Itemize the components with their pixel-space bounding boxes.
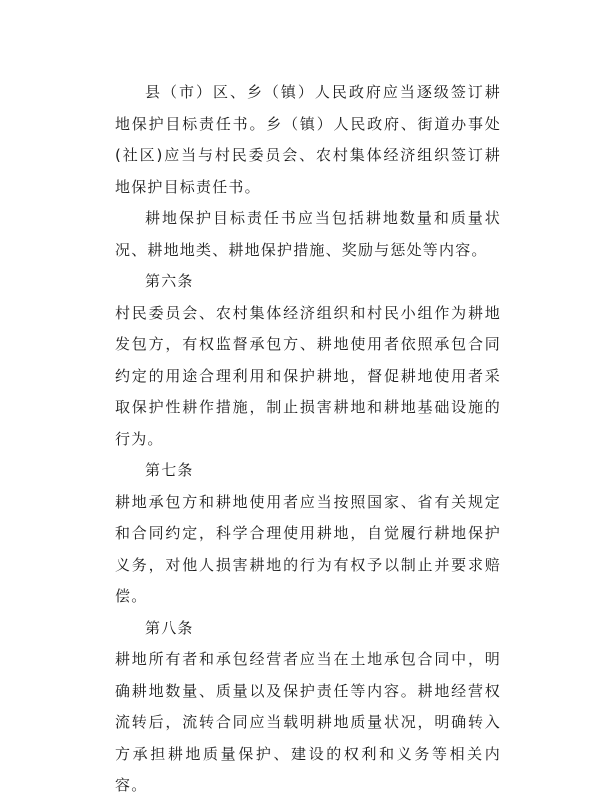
document-body bbox=[115, 77, 501, 802]
article-heading-8: 第八条 bbox=[145, 618, 194, 637]
paragraph-responsibility-signing: 县（市）区、乡（镇）人民政府应当逐级签订耕地保护目标责任书。乡（镇）人民政府、街道办事处(社区)应当与村民委员会、农村集体经济组织签订耕地保护目标责任书。 bbox=[115, 83, 501, 196]
article-body-7: 耕地承包方和耕地使用者应当按照国家、省有关规定和合同约定，科学合理使用耕地，自觉履行耕地保护义务，对他人损害耕地的行为有权予以制止并要求赔偿。 bbox=[115, 492, 501, 605]
article-body-6: 村民委员会、农村集体经济组织和村民小组作为耕地发包方，有权监督承包方、耕地使用者依照承包合同约定的用途合理利用和保护耕地，督促耕地使用者采取保护性耕作措施，制止损害耕地和耕地基础设施的行为。 bbox=[115, 303, 501, 448]
article-body-8: 耕地所有者和承包经营者应当在土地承包合同中，明确耕地数量、质量以及保护责任等内容。耕地经营权流转后，流转合同应当载明耕地质量状况，明确转入方承担耕地质量保护、建设的权利和义务等相关内容。 bbox=[115, 650, 501, 794]
article-heading-6: 第六条 bbox=[145, 272, 194, 290]
article-heading-7: 第七条 bbox=[145, 461, 194, 479]
paragraph-responsibility-content: 耕地保护目标责任书应当包括耕地数量和质量状况、耕地地类、耕地保护措施、奖励与惩处等内容。 bbox=[115, 209, 501, 259]
